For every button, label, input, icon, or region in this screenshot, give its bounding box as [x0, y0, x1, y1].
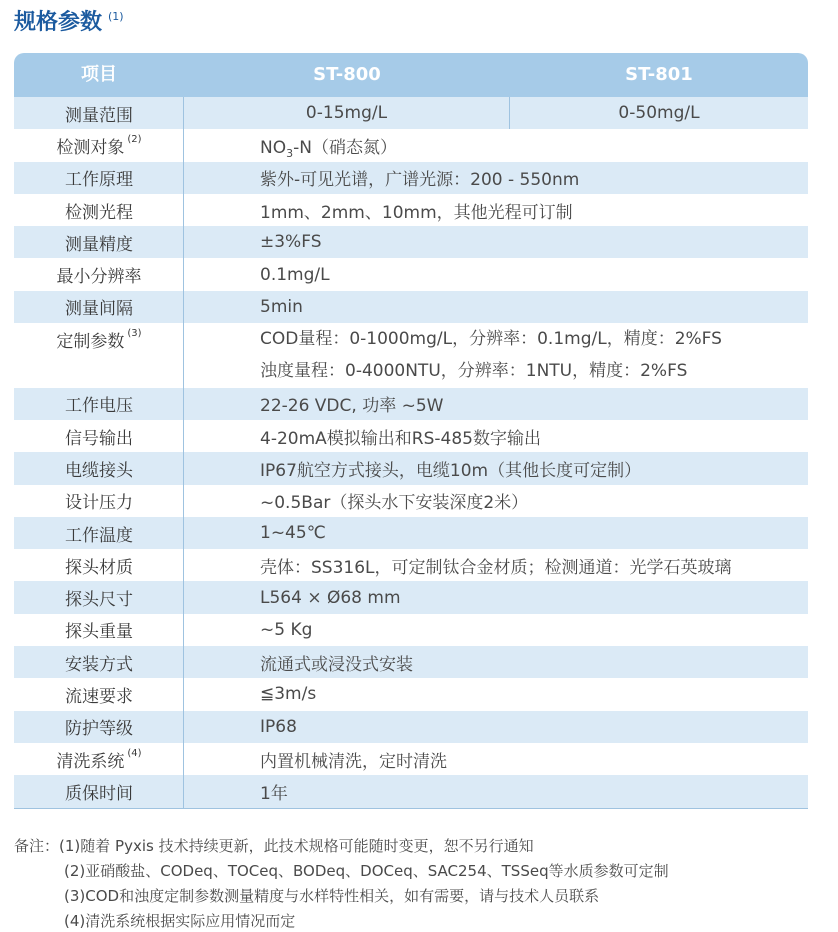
row-label: 工作电压 — [65, 396, 133, 417]
note-2: (2)亚硝酸盐、CODeq、TOCeq、BODeq、DOCeq、SAC254、TSSeq等水质参数可定制 — [64, 862, 669, 880]
spec-table — [14, 53, 808, 809]
row-label: 探头重量 — [65, 622, 133, 643]
row-label: 工作原理 — [65, 170, 133, 191]
table-row — [14, 420, 808, 452]
row-label: 防护等级 — [65, 719, 133, 740]
row-value: ±3%FS — [260, 232, 322, 253]
row-value: L564 × Ø68 mm — [260, 587, 401, 608]
row-value: 流通式或浸没式安装 — [260, 654, 413, 675]
row-label: 测量精度 — [65, 234, 133, 255]
title-footnote-marker: (1) — [108, 10, 124, 23]
table-row — [14, 258, 808, 290]
notes-prefix: 备注： — [14, 837, 60, 855]
table-row — [14, 743, 808, 775]
table-row — [14, 549, 808, 581]
row-label: 检测光程 — [65, 202, 133, 223]
range-st-800: 0-15mg/L — [184, 97, 510, 129]
row-label: 定制参数 (3) — [56, 327, 142, 352]
table-row — [14, 194, 808, 226]
table-row — [14, 291, 808, 323]
row-label: 清洗系统 (4) — [56, 747, 142, 772]
row-label: 测量间隔 — [65, 299, 133, 320]
row-value: 4-20mA模拟输出和RS-485数字输出 — [260, 428, 541, 449]
footnote-marker: (4) — [127, 747, 142, 759]
row-value — [184, 323, 808, 388]
range-st-801: 0-50mg/L — [618, 103, 700, 124]
row-value: 0.1mg/L — [260, 264, 330, 285]
table-bottom-border — [14, 808, 808, 809]
range-split — [184, 97, 808, 129]
row-value: 紫外-可见光谱，广谱光源：200 - 550nm — [260, 170, 580, 191]
row-label: 流速要求 — [65, 686, 133, 707]
table-row — [14, 581, 808, 613]
table-body — [14, 97, 808, 808]
row-label: 质保时间 — [65, 783, 133, 804]
row-label: 信号输出 — [65, 428, 133, 449]
row-label: 探头材质 — [65, 557, 133, 578]
table-row — [14, 452, 808, 484]
table-row — [14, 485, 808, 517]
note-1: (1)随着 Pyxis 技术持续更新，此技术规格可能随时变更，恕不另行通知 — [59, 837, 534, 855]
row-label: 安装方式 — [65, 654, 133, 675]
row-label: 工作温度 — [65, 525, 133, 546]
table-row — [14, 323, 808, 388]
page-title — [14, 6, 124, 40]
header-st-801: ST-801 — [625, 64, 693, 85]
row-value: IP68 — [260, 716, 297, 737]
header-st-800: ST-800 — [313, 64, 381, 85]
row-value: 1年 — [260, 783, 288, 804]
note-3: (3)COD和浊度定制参数测量精度与水样特性相关，如有需要，请与技术人员联系 — [64, 887, 600, 905]
table-row — [14, 678, 808, 710]
row-value: 1~45℃ — [260, 523, 326, 543]
table-row — [14, 162, 808, 194]
table-row — [14, 646, 808, 678]
row-value: IP67航空方式接头，电缆10m（其他长度可定制） — [260, 460, 642, 481]
row-label: 检测对象 (2) — [56, 133, 142, 158]
table-header — [14, 53, 808, 97]
row-label: 设计压力 — [65, 493, 133, 514]
row-label: 最小分辨率 — [56, 267, 142, 288]
table-row — [14, 388, 808, 420]
table-row — [14, 775, 808, 807]
row-label: 探头尺寸 — [65, 590, 133, 611]
row-value: ~5 Kg — [260, 619, 313, 640]
table-row — [14, 517, 808, 549]
table-row-range — [14, 97, 808, 129]
row-label: 电缆接头 — [65, 460, 133, 481]
row-label: 测量范围 — [65, 105, 133, 126]
row-value: $NO_3-N$（硝态氮） — [260, 137, 397, 160]
note-line — [14, 834, 669, 859]
footnote-marker: (3) — [127, 327, 142, 339]
row-value: 5min — [260, 296, 303, 317]
table-row — [14, 129, 808, 161]
table-row — [14, 226, 808, 258]
table-row — [14, 711, 808, 743]
row-value: ≦3m/s — [260, 684, 317, 705]
table-row — [14, 614, 808, 646]
note-4: (4)清洗系统根据实际应用情况而定 — [64, 912, 296, 930]
row-value: 1mm、2mm、10mm，其他光程可订制 — [260, 202, 573, 223]
row-value: ~0.5Bar（探头水下安装深度2米） — [260, 493, 529, 514]
header-item: 项目 — [81, 64, 117, 85]
value-line: 浊度量程：0-4000NTU，分辨率：1NTU，精度：2%FS — [260, 361, 688, 382]
footnote-marker: (2) — [127, 133, 142, 145]
title-text: 规格参数 — [14, 10, 103, 35]
notes — [14, 834, 669, 932]
row-value: 壳体：SS316L，可定制钛合金材质；检测通道：光学石英玻璃 — [260, 557, 732, 578]
row-value: 内置机械清洗，定时清洗 — [260, 751, 447, 772]
row-value: 22-26 VDC, 功率 ~5W — [260, 396, 444, 417]
value-line: COD量程：0-1000mg/L，分辨率：0.1mg/L，精度：2%FS — [260, 329, 722, 350]
